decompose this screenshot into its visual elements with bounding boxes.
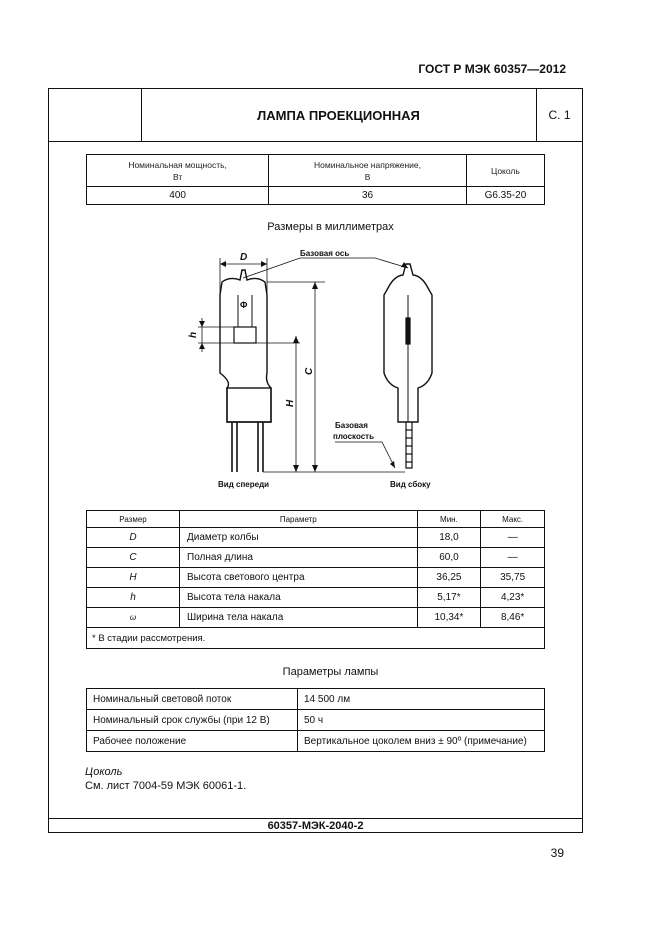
lamp-params-caption: Параметры лампы bbox=[282, 666, 379, 678]
sheet-number: С. 1 bbox=[548, 108, 571, 122]
dim-param: Высота тела накала bbox=[180, 588, 418, 608]
dim-param: Высота светового центра bbox=[180, 568, 418, 588]
table-row bbox=[87, 689, 545, 710]
dim-symbol: ω bbox=[87, 608, 180, 628]
param-name: Номинальный срок службы (при 12 В) bbox=[87, 710, 298, 731]
label-ref-plane-1: Базовая bbox=[335, 421, 368, 430]
sheet-code: 60357-МЭК-2040-2 bbox=[267, 820, 364, 832]
label-D: D bbox=[240, 252, 248, 263]
label-C: C bbox=[304, 367, 315, 375]
dim-max: 4,23* bbox=[481, 588, 545, 608]
header-blank-cell bbox=[48, 88, 142, 142]
param-value: Вертикальное цоколем вниз ± 90º (примечание) bbox=[298, 731, 545, 752]
lamp-params-table bbox=[86, 688, 545, 752]
lamp-drawing bbox=[150, 240, 470, 495]
ratings-table bbox=[86, 154, 545, 205]
dim-symbol: H bbox=[87, 568, 180, 588]
header-voltage bbox=[269, 155, 467, 187]
label-H: H bbox=[285, 399, 296, 407]
label-side-view: Вид сбоку bbox=[390, 480, 431, 489]
base-text: См. лист 7004-59 МЭК 60061-1. bbox=[85, 780, 247, 792]
value-base: G6.35-20 bbox=[466, 187, 544, 205]
dim-min: 5,17* bbox=[417, 588, 481, 608]
label-h: h bbox=[188, 331, 199, 338]
dim-max: — bbox=[481, 528, 545, 548]
sheet-title: ЛАМПА ПРОЕКЦИОННАЯ bbox=[141, 88, 537, 142]
param-name: Рабочее положение bbox=[87, 731, 298, 752]
dim-min: 18,0 bbox=[417, 528, 481, 548]
dim-param: Ширина тела накала bbox=[180, 608, 418, 628]
header-power-label: Номинальная мощность, bbox=[128, 159, 227, 170]
footer-divider bbox=[48, 818, 583, 819]
label-front-view: Вид спереди bbox=[218, 480, 270, 489]
page-number: 39 bbox=[550, 846, 564, 860]
label-phi: Φ bbox=[240, 300, 248, 310]
base-title: Цоколь bbox=[85, 766, 123, 778]
dim-header-min: Мин. bbox=[417, 511, 481, 528]
param-name: Номинальный световой поток bbox=[87, 689, 298, 710]
label-ref-axis: Базовая ось bbox=[300, 249, 350, 258]
dim-header-param: Параметр bbox=[180, 511, 418, 528]
dimensions-caption: Размеры в миллиметрах bbox=[267, 221, 394, 233]
dim-symbol: h bbox=[87, 588, 180, 608]
dim-header-size: Размер bbox=[87, 511, 180, 528]
header-base: Цоколь bbox=[466, 155, 544, 187]
dim-symbol: D bbox=[87, 528, 180, 548]
header-power-unit: Вт bbox=[172, 171, 183, 182]
side-view bbox=[384, 264, 432, 468]
dimensions-note: * В стадии рассмотрения. bbox=[87, 628, 545, 649]
standard-number: ГОСТ Р МЭК 60357—2012 bbox=[418, 62, 566, 76]
dim-param: Полная длина bbox=[180, 548, 418, 568]
param-value: 14 500 лм bbox=[298, 689, 545, 710]
value-voltage: 36 bbox=[269, 187, 467, 205]
sheet-header bbox=[48, 88, 583, 142]
header-divider bbox=[48, 141, 583, 142]
dim-symbol: C bbox=[87, 548, 180, 568]
dim-header-max: Макс. bbox=[481, 511, 545, 528]
dim-min: 36,25 bbox=[417, 568, 481, 588]
table-row bbox=[87, 731, 545, 752]
dim-min: 60,0 bbox=[417, 548, 481, 568]
table-row bbox=[87, 548, 545, 568]
header-power bbox=[87, 155, 269, 187]
table-row bbox=[87, 528, 545, 548]
dim-max: — bbox=[481, 548, 545, 568]
table-row bbox=[87, 710, 545, 731]
dim-param: Диаметр колбы bbox=[180, 528, 418, 548]
dimensions-table bbox=[86, 510, 545, 649]
table-row bbox=[87, 588, 545, 608]
table-row bbox=[87, 608, 545, 628]
value-power: 400 bbox=[87, 187, 269, 205]
header-voltage-label: Номинальное напряжение, bbox=[314, 159, 422, 170]
param-value: 50 ч bbox=[298, 710, 545, 731]
header-voltage-unit: В bbox=[364, 171, 371, 182]
label-ref-plane-2: плоскость bbox=[333, 432, 375, 441]
dim-max: 8,46* bbox=[481, 608, 545, 628]
dim-max: 35,75 bbox=[481, 568, 545, 588]
table-row bbox=[87, 568, 545, 588]
dim-min: 10,34* bbox=[417, 608, 481, 628]
